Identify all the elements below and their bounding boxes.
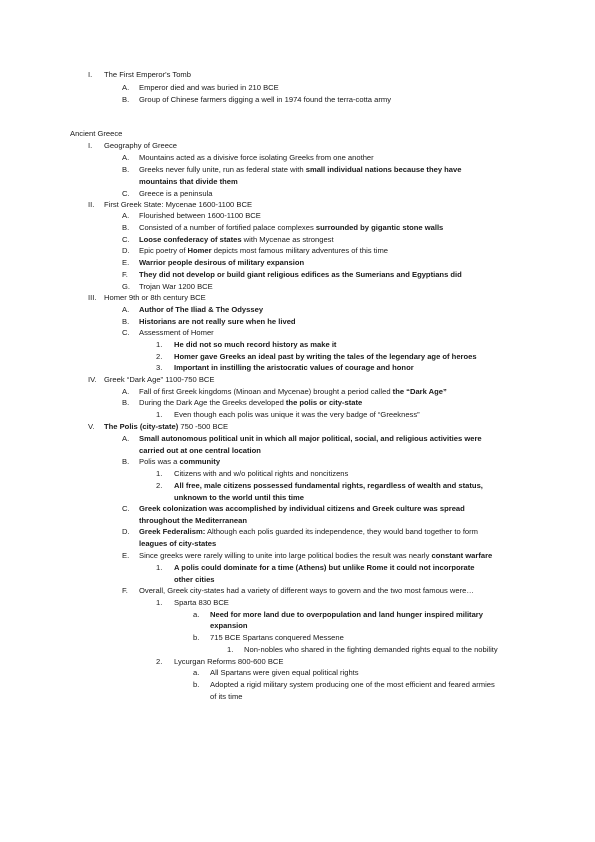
outline-text-bold: Small autonomous political unit in which all major political, social, and religious activities were bbox=[139, 434, 482, 443]
outline-text: Trojan War 1200 BCE bbox=[139, 282, 213, 291]
outline-item bbox=[122, 235, 334, 245]
outline-marker: I. bbox=[88, 141, 93, 150]
outline-item bbox=[156, 481, 483, 491]
outline-item-continuation bbox=[210, 621, 248, 631]
outline-text-bold: constant warfare bbox=[431, 551, 493, 560]
outline-marker: b. bbox=[193, 633, 200, 642]
outline-item bbox=[156, 410, 420, 420]
outline-marker: 1. bbox=[156, 340, 163, 349]
outline-item-continuation bbox=[174, 493, 304, 503]
outline-item bbox=[122, 189, 212, 199]
outline-text-bold: Historians are not really sure when he lived bbox=[139, 317, 296, 326]
outline-marker: D. bbox=[122, 246, 130, 255]
outline-marker: C. bbox=[122, 235, 130, 244]
outline-item bbox=[122, 457, 220, 467]
outline-item bbox=[88, 422, 228, 432]
outline-marker: E. bbox=[122, 258, 130, 267]
outline-marker: C. bbox=[122, 504, 130, 513]
outline-text-bold: Author of The Iliad & The Odyssey bbox=[139, 305, 264, 314]
outline-item bbox=[122, 223, 443, 233]
outline-marker: III. bbox=[88, 293, 97, 302]
outline-marker: V. bbox=[88, 422, 95, 431]
outline-marker: 1. bbox=[227, 645, 234, 654]
outline-text: Fall of first Greek kingdoms (Minoan and Mycenae) brought a period called bbox=[139, 387, 393, 396]
outline-marker: A. bbox=[122, 387, 130, 396]
outline-text: During the Dark Age the Greeks developed bbox=[139, 398, 286, 407]
outline-item bbox=[193, 668, 359, 678]
outline-item bbox=[122, 282, 213, 292]
outline-marker: I. bbox=[88, 70, 93, 79]
outline-marker: B. bbox=[122, 95, 130, 104]
outline-marker: 1. bbox=[156, 410, 163, 419]
outline-item bbox=[156, 363, 414, 373]
outline-marker: 2. bbox=[156, 657, 163, 666]
outline-item bbox=[122, 398, 362, 408]
outline-text: Greeks never fully unite, run as federal state with bbox=[139, 165, 306, 174]
outline-text: Flourished between 1600-1100 BCE bbox=[139, 211, 261, 220]
outline-text: Assessment of Homer bbox=[139, 328, 214, 337]
outline-item bbox=[88, 200, 252, 210]
outline-item bbox=[122, 586, 474, 596]
outline-text-bold: He did not so much record history as make it bbox=[174, 340, 337, 349]
outline-text: 715 BCE Spartans conquered Messene bbox=[210, 633, 344, 642]
outline-item bbox=[88, 293, 206, 303]
outline-text-bold: leagues of city-states bbox=[139, 539, 217, 548]
outline-item-continuation bbox=[139, 446, 261, 456]
outline-text: Adopted a rigid military system producing one of the most efficient and feared armies bbox=[210, 680, 495, 689]
outline-marker: b. bbox=[193, 680, 200, 689]
outline-item-level2 bbox=[122, 95, 391, 105]
outline-text-bold: unknown to the world until this time bbox=[174, 493, 304, 502]
outline-marker: B. bbox=[122, 398, 130, 407]
outline-item bbox=[156, 352, 477, 362]
outline-text: Group of Chinese farmers digging a well in 1974 found the terra-cotta army bbox=[139, 95, 391, 104]
outline-text: of its time bbox=[210, 692, 243, 701]
outline-marker: F. bbox=[122, 586, 128, 595]
outline-marker: II. bbox=[88, 200, 95, 209]
outline-marker: B. bbox=[122, 317, 130, 326]
outline-item bbox=[193, 680, 495, 690]
outline-item bbox=[88, 375, 214, 385]
outline-item bbox=[122, 270, 462, 280]
outline-text-bold: the polis or city-state bbox=[285, 398, 363, 407]
outline-marker: 3. bbox=[156, 363, 163, 372]
outline-item bbox=[122, 504, 465, 514]
outline-text: Lycurgan Reforms 800-600 BCE bbox=[174, 657, 284, 666]
outline-item-level1 bbox=[88, 70, 191, 80]
outline-text: Emperor died and was buried in 210 BCE bbox=[139, 83, 279, 92]
outline-text-bold: Warrior people desirous of military expansion bbox=[139, 258, 305, 267]
outline-text: First Greek State: Mycenae 1600-1100 BCE bbox=[104, 200, 253, 209]
outline-marker: E. bbox=[122, 551, 130, 560]
outline-text-bold: The Polis (city-state) bbox=[104, 422, 179, 431]
outline-marker: A. bbox=[122, 434, 130, 443]
outline-text-bold: other cities bbox=[174, 575, 215, 584]
outline-item bbox=[156, 657, 283, 667]
outline-text: All Spartans were given equal political rights bbox=[210, 668, 359, 677]
outline-marker: a. bbox=[193, 668, 200, 677]
outline-text: Mountains acted as a divisive force isolating Greeks from one another bbox=[139, 153, 374, 162]
outline-text-bold: mountains that divide them bbox=[139, 177, 238, 186]
outline-item bbox=[156, 598, 229, 608]
outline-marker: B. bbox=[122, 457, 130, 466]
outline-text-bold: expansion bbox=[210, 621, 248, 630]
outline-text: Sparta 830 BCE bbox=[174, 598, 229, 607]
outline-item-continuation bbox=[174, 575, 215, 585]
outline-text: Non-nobles who shared in the fighting demanded rights equal to the nobility bbox=[244, 645, 498, 654]
outline-item bbox=[122, 317, 296, 327]
outline-text: Polis was a bbox=[139, 457, 180, 466]
outline-text-bold: Loose confederacy of states bbox=[139, 235, 242, 244]
outline-text: Geography of Greece bbox=[104, 141, 178, 150]
outline-marker: B. bbox=[122, 165, 130, 174]
outline-text-bold: Homer bbox=[187, 246, 212, 255]
outline-text-bold: A polis could dominate for a time (Athens) but unlike Rome it could not incorporate bbox=[174, 563, 475, 572]
outline-text: with Mycenae as strongest bbox=[241, 235, 334, 244]
outline-item bbox=[88, 141, 177, 151]
outline-marker: A. bbox=[122, 83, 130, 92]
outline-item bbox=[122, 328, 214, 338]
outline-text-bold: community bbox=[179, 457, 221, 466]
outline-text: Since greeks were rarely willing to unite into large political bodies the result was nearly bbox=[139, 551, 432, 560]
outline-item bbox=[122, 387, 447, 397]
outline-item-level2 bbox=[122, 83, 279, 93]
outline-text: Even though each polis was unique it was the very badge of “Greekness” bbox=[174, 410, 420, 419]
outline-marker: a. bbox=[193, 610, 200, 619]
outline-text: depicts most famous military adventures of this time bbox=[211, 246, 389, 255]
outline-text-bold: Need for more land due to overpopulation and land hunger inspired military bbox=[210, 610, 483, 619]
outline-text: Epic poetry of bbox=[139, 246, 188, 255]
outline-text: Overall, Greek city-states had a variety of different ways to govern and the two most famous were… bbox=[139, 586, 474, 595]
outline-item bbox=[122, 434, 482, 444]
outline-item bbox=[156, 469, 348, 479]
outline-text-bold: throughout the Mediterranean bbox=[139, 516, 247, 525]
outline-item bbox=[122, 153, 374, 163]
outline-item bbox=[156, 563, 475, 573]
outline-item bbox=[122, 165, 461, 175]
outline-item bbox=[122, 211, 261, 221]
outline-text-bold: Greek Federalism: bbox=[139, 527, 206, 536]
outline-item bbox=[227, 645, 498, 655]
outline-marker: A. bbox=[122, 153, 130, 162]
outline-text-bold: All free, male citizens possessed fundamental rights, regardless of wealth and status, bbox=[174, 481, 483, 490]
outline-text: Although each polis guarded its independence, they would band together to form bbox=[205, 527, 479, 536]
outline-text: Greek “Dark Age” 1100-750 BCE bbox=[104, 375, 215, 384]
outline-marker: B. bbox=[122, 223, 130, 232]
outline-item bbox=[122, 246, 388, 256]
outline-text: Homer 9th or 8th century BCE bbox=[104, 293, 206, 302]
outline-text-bold: They did not develop or build giant religious edifices as the Sumerians and Egyptians did bbox=[139, 270, 462, 279]
outline-marker: F. bbox=[122, 270, 128, 279]
outline-text-bold: Greek colonization was accomplished by individual citizens and Greek culture was spread bbox=[139, 504, 465, 513]
outline-text-bold: Important in instilling the aristocratic values of courage and honor bbox=[174, 363, 414, 372]
outline-marker: 1. bbox=[156, 469, 163, 478]
outline-marker: D. bbox=[122, 527, 130, 536]
outline-item-continuation bbox=[139, 539, 216, 549]
outline-marker: 2. bbox=[156, 352, 163, 361]
outline-item-continuation bbox=[139, 177, 238, 187]
outline-marker: C. bbox=[122, 189, 130, 198]
outline-text: Consisted of a number of fortified palace complexes bbox=[139, 223, 316, 232]
outline-marker: C. bbox=[122, 328, 130, 337]
outline-item-continuation bbox=[139, 516, 247, 526]
outline-text-bold: small individual nations because they have bbox=[305, 165, 462, 174]
outline-text-bold: the “Dark Age” bbox=[392, 387, 447, 396]
outline-marker: G. bbox=[122, 282, 131, 291]
outline-item bbox=[122, 551, 492, 561]
outline-marker: A. bbox=[122, 305, 130, 314]
outline-text: The First Emperor's Tomb bbox=[104, 70, 191, 79]
outline-item-continuation bbox=[210, 692, 243, 702]
section-heading: Ancient Greece bbox=[70, 129, 123, 138]
outline-marker: 2. bbox=[156, 481, 163, 490]
outline-text: Greece is a peninsula bbox=[139, 189, 213, 198]
outline-marker: IV. bbox=[88, 375, 97, 384]
outline-item bbox=[193, 633, 344, 643]
outline-item bbox=[122, 527, 478, 537]
outline-text-bold: Homer gave Greeks an ideal past by writing the tales of the legendary age of heroes bbox=[174, 352, 477, 361]
outline-text-bold: surrounded by gigantic stone walls bbox=[315, 223, 444, 232]
outline-text: 750 -500 BCE bbox=[178, 422, 229, 431]
outline-item bbox=[122, 258, 304, 268]
outline-marker: 1. bbox=[156, 598, 163, 607]
outline-item bbox=[122, 305, 263, 315]
outline-text-bold: carried out at one central location bbox=[139, 446, 261, 455]
outline-text: Citizens with and w/o political rights and noncitizens bbox=[174, 469, 349, 478]
outline-item bbox=[156, 340, 336, 350]
outline-item bbox=[193, 610, 483, 620]
outline-marker: A. bbox=[122, 211, 130, 220]
outline-marker: 1. bbox=[156, 563, 163, 572]
